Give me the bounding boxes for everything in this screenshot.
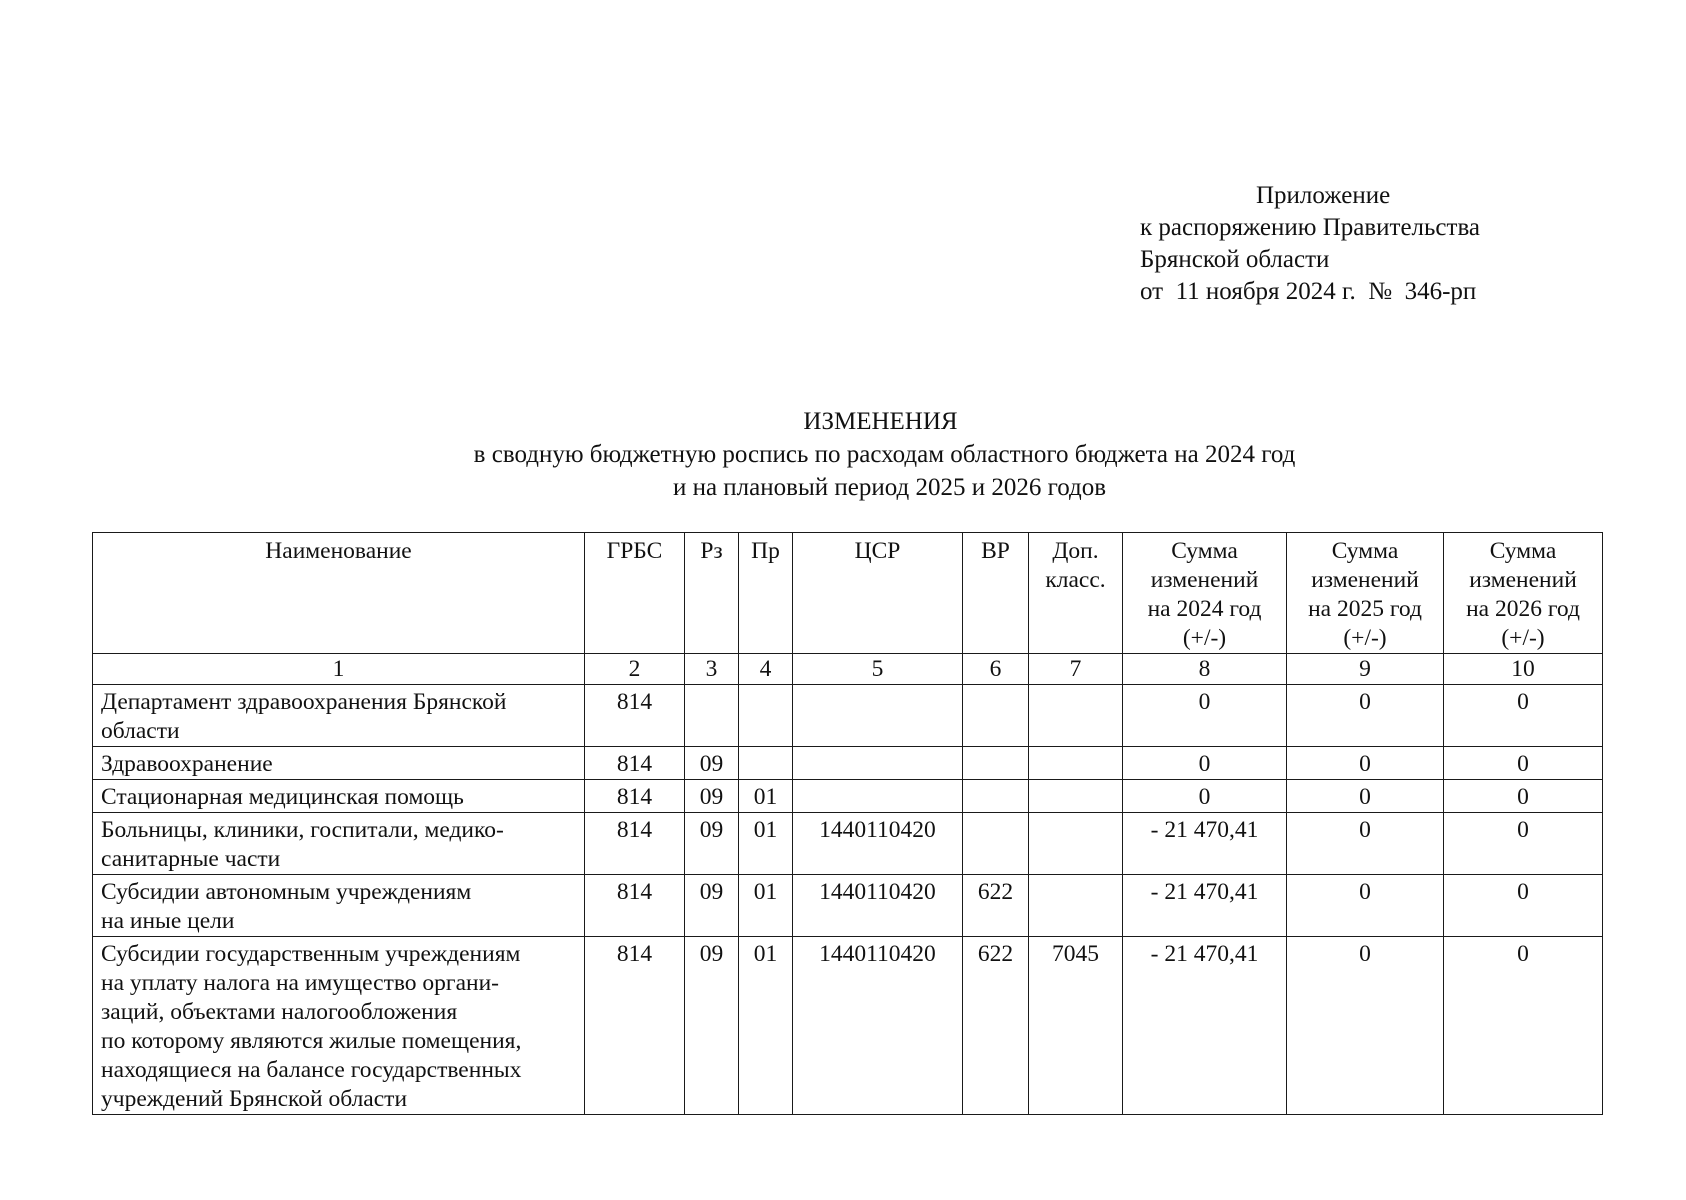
cell-vr <box>963 685 1029 747</box>
column-number: 3 <box>685 654 739 685</box>
text-line: Субсидии государственным учреждениям <box>101 941 521 967</box>
cell-sum-2026: 0 <box>1444 813 1603 875</box>
document-title: ИЗМЕНЕНИЯ <box>803 408 958 435</box>
cell-name <box>93 780 585 813</box>
column-number: 7 <box>1029 654 1123 685</box>
cell-sum-2024: 0 <box>1123 685 1287 747</box>
cell-pr: 01 <box>739 937 793 1115</box>
cell-name <box>93 813 585 875</box>
text-line: Сумма <box>1331 538 1399 564</box>
cell-name <box>93 747 585 780</box>
header-sum-2024 <box>1123 533 1287 654</box>
cell-csr <box>793 747 963 780</box>
cell-rz <box>685 685 739 747</box>
text-line: учреждений Брянской области <box>101 1086 408 1112</box>
cell-sum-2025: 0 <box>1287 813 1444 875</box>
cell-rz: 09 <box>685 937 739 1115</box>
header-grbs: ГРБС <box>585 533 685 654</box>
appendix-title: Приложение <box>1256 182 1391 209</box>
cell-sum-2024: - 21 470,41 <box>1123 875 1287 937</box>
table-row <box>93 747 1603 780</box>
text-line: класс. <box>1045 567 1106 593</box>
cell-dop-class <box>1029 780 1123 813</box>
cell-dop-class <box>1029 813 1123 875</box>
column-number: 9 <box>1287 654 1444 685</box>
cell-sum-2024: 0 <box>1123 747 1287 780</box>
text-line: Сумма <box>1171 538 1238 564</box>
cell-sum-2025: 0 <box>1287 780 1444 813</box>
cell-sum-2026: 0 <box>1444 937 1603 1115</box>
cell-csr: 1440110420 <box>793 937 963 1115</box>
cell-csr: 1440110420 <box>793 875 963 937</box>
cell-sum-2025: 0 <box>1287 875 1444 937</box>
text-line: Здравоохранение <box>101 751 273 777</box>
text-line: на 2025 год <box>1308 596 1422 622</box>
text-line: на уплату налога на имущество органи- <box>101 970 499 996</box>
cell-vr <box>963 780 1029 813</box>
text-line: на 2024 год <box>1147 596 1262 622</box>
column-number: 1 <box>93 654 585 685</box>
cell-name <box>93 685 585 747</box>
column-number: 5 <box>793 654 963 685</box>
cell-dop-class <box>1029 875 1123 937</box>
cell-name <box>93 937 585 1115</box>
column-number: 6 <box>963 654 1029 685</box>
appendix-line: Брянской области <box>1140 246 1330 273</box>
text-line: (+/-) <box>1343 625 1387 651</box>
cell-csr: 1440110420 <box>793 813 963 875</box>
cell-sum-2024: 0 <box>1123 780 1287 813</box>
appendix-line: к распоряжению Правительства <box>1140 214 1481 241</box>
cell-rz: 09 <box>685 747 739 780</box>
header-vr: ВР <box>963 533 1029 654</box>
cell-sum-2024: - 21 470,41 <box>1123 937 1287 1115</box>
cell-rz: 09 <box>685 780 739 813</box>
cell-sum-2026: 0 <box>1444 875 1603 937</box>
text-line: Департамент здравоохранения Брянской <box>101 689 507 715</box>
cell-grbs: 814 <box>585 937 685 1115</box>
column-number: 8 <box>1123 654 1287 685</box>
cell-dop-class <box>1029 747 1123 780</box>
table-header-row <box>93 533 1603 654</box>
text-line: Доп. <box>1052 538 1099 564</box>
cell-vr <box>963 747 1029 780</box>
text-line: заций, объектами налогообложения <box>101 999 458 1025</box>
cell-sum-2025: 0 <box>1287 747 1444 780</box>
text-line: области <box>101 718 180 744</box>
document-heading <box>92 405 1677 504</box>
cell-dop-class <box>1029 685 1123 747</box>
text-line: находящиеся на балансе государственных <box>101 1057 522 1083</box>
text-line: (+/-) <box>1182 625 1227 651</box>
text-line: (+/-) <box>1501 625 1545 651</box>
budget-changes-table <box>92 532 1603 1115</box>
cell-pr: 01 <box>739 813 793 875</box>
text-line: Больницы, клиники, госпитали, медико- <box>101 817 504 843</box>
text-line: изменений <box>1469 567 1577 593</box>
text-line: Субсидии автономным учреждениям <box>101 879 472 905</box>
cell-sum-2026: 0 <box>1444 747 1603 780</box>
cell-pr <box>739 685 793 747</box>
header-dop-class <box>1029 533 1123 654</box>
text-line: Сумма <box>1489 538 1557 564</box>
cell-rz: 09 <box>685 813 739 875</box>
header-name: Наименование <box>93 533 585 654</box>
cell-pr <box>739 747 793 780</box>
text-line: Стационарная медицинская помощь <box>101 784 464 810</box>
header-sum-2025 <box>1287 533 1444 654</box>
header-csr: ЦСР <box>793 533 963 654</box>
cell-vr: 622 <box>963 875 1029 937</box>
appendix-block <box>1140 180 1480 308</box>
cell-grbs: 814 <box>585 875 685 937</box>
column-number: 10 <box>1444 654 1603 685</box>
header-sum-2026 <box>1444 533 1603 654</box>
column-number-row <box>93 654 1603 685</box>
header-rz: Рз <box>685 533 739 654</box>
column-number: 4 <box>739 654 793 685</box>
document-subtitle: в сводную бюджетную роспись по расходам областного бюджета на 2024 год <box>473 441 1296 468</box>
cell-sum-2025: 0 <box>1287 937 1444 1115</box>
cell-pr: 01 <box>739 875 793 937</box>
text-line: санитарные части <box>101 846 281 872</box>
cell-sum-2026: 0 <box>1444 780 1603 813</box>
cell-sum-2026: 0 <box>1444 685 1603 747</box>
text-line: на иные цели <box>101 908 235 934</box>
cell-sum-2025: 0 <box>1287 685 1444 747</box>
cell-csr <box>793 685 963 747</box>
cell-vr: 622 <box>963 937 1029 1115</box>
cell-grbs: 814 <box>585 747 685 780</box>
cell-grbs: 814 <box>585 685 685 747</box>
cell-rz: 09 <box>685 875 739 937</box>
header-pr: Пр <box>739 533 793 654</box>
document-subtitle: и на плановый период 2025 и 2026 годов <box>672 474 1107 501</box>
column-number: 2 <box>585 654 685 685</box>
text-line: по которому являются жилые помещения, <box>101 1028 522 1054</box>
table-row <box>93 685 1603 747</box>
table-row <box>93 780 1603 813</box>
cell-grbs: 814 <box>585 780 685 813</box>
table-body <box>93 685 1603 1115</box>
table-row <box>93 875 1603 937</box>
cell-sum-2024: - 21 470,41 <box>1123 813 1287 875</box>
text-line: изменений <box>1311 567 1419 593</box>
cell-pr: 01 <box>739 780 793 813</box>
table-row <box>93 813 1603 875</box>
cell-grbs: 814 <box>585 813 685 875</box>
table-row <box>93 937 1603 1115</box>
cell-name <box>93 875 585 937</box>
text-line: на 2026 год <box>1466 596 1580 622</box>
cell-vr <box>963 813 1029 875</box>
text-line: изменений <box>1150 567 1259 593</box>
appendix-date-number: от 11 ноября 2024 г. № 346-рп <box>1140 278 1477 305</box>
cell-csr <box>793 780 963 813</box>
cell-dop-class: 7045 <box>1029 937 1123 1115</box>
